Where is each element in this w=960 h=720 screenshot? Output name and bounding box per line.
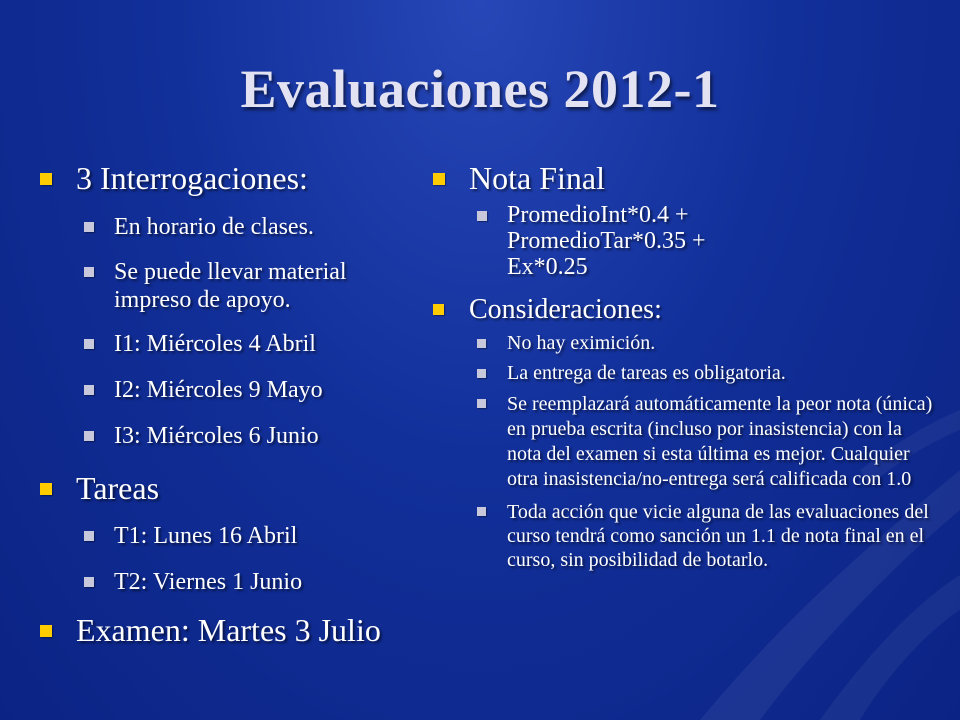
formula-item: PromedioInt*0.4 + PromedioTar*0.35 + Ex*0.25 (477, 202, 777, 280)
list-item: I1: Miércoles 4 Abril (84, 330, 425, 358)
consideraciones-list (477, 332, 937, 572)
left-column (40, 160, 425, 648)
list-item: La entrega de tareas es obligatoria. (477, 362, 937, 384)
list-item: No hay eximición. (477, 332, 937, 354)
list-item: T2: Viernes 1 Junio (84, 568, 425, 596)
slide-title: Evaluaciones 2012-1 (240, 59, 720, 119)
bullet-nota-final: Nota Final (433, 160, 943, 196)
nota-final-list (477, 202, 777, 280)
bullet-interrogaciones: 3 Interrogaciones: (40, 160, 425, 196)
right-column (433, 160, 943, 572)
list-item: En horario de clases. (84, 213, 425, 241)
bullet-tareas: Tareas (40, 470, 425, 506)
list-item: T1: Lunes 16 Abril (84, 522, 425, 550)
list-item: Se puede llevar material impreso de apoyo. (84, 258, 425, 314)
interrogaciones-list (84, 213, 425, 450)
list-item: Toda acción que vicie alguna de las evaluaciones del curso tendrá como sanción un 1.1 de nota final en el curso, sin posibilidad de botarlo. (477, 500, 937, 572)
list-item: Se reemplazará automáticamente la peor nota (única) en prueba escrita (incluso por inasistencia) con la nota del examen si esta última es mejor. Cualquier otra inasistencia/no-entrega será calificada con 1.0 (477, 392, 937, 492)
list-item: I2: Miércoles 9 Mayo (84, 376, 425, 404)
tareas-list (84, 522, 425, 596)
bullet-consideraciones: Consideraciones: (433, 294, 943, 326)
list-item: I3: Miércoles 6 Junio (84, 422, 425, 450)
bullet-examen: Examen: Martes 3 Julio (40, 612, 425, 648)
